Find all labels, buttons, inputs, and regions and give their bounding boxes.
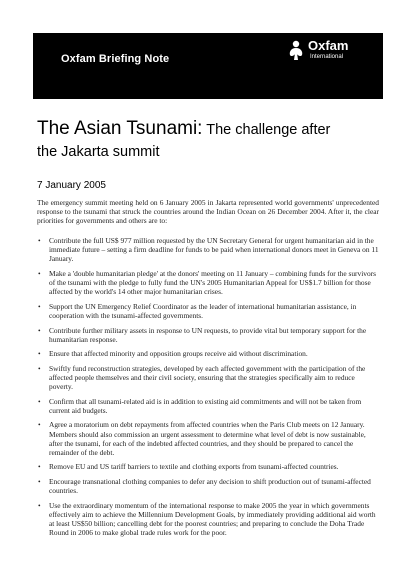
oxfam-wordmark: Oxfam <box>308 38 349 53</box>
oxfam-international-label: International <box>310 54 344 60</box>
bullet-icon: • <box>38 325 41 335</box>
bullet-icon: • <box>38 500 41 510</box>
list-item-text: Remove EU and US tariff barriers to textile and clothing exports from tsunami-affected countries. <box>49 462 339 472</box>
list-item <box>37 269 379 297</box>
list-item <box>37 326 379 344</box>
list-item <box>37 477 379 495</box>
bullet-icon: • <box>38 236 41 245</box>
list-item-text: Ensure that affected minority and opposition groups receive aid without discrimination. <box>49 349 308 359</box>
title-main: The Asian Tsunami: <box>37 118 203 139</box>
list-item <box>37 397 379 415</box>
priorities-list <box>37 236 379 543</box>
list-item-text: Encourage transnational clothing companies to defer any decision to shift production out of tsunami-affected countries. <box>49 476 371 496</box>
publication-date: 7 January 2005 <box>37 180 106 191</box>
briefing-note-label: Oxfam Briefing Note <box>61 53 170 65</box>
list-item-text: Agree a moratorium on debt repayments from affected countries when the Paris Club meets on 12 January. Members should also commission an urgent assessment to determine what level of debt is now sustainable, after the tsunami, for each of the indebted affected countries, and they should be prepared to cancel the remainder of the debt. <box>49 420 366 457</box>
bullet-icon: • <box>38 476 41 486</box>
list-item-text: Confirm that all tsunami-related aid is in addition to existing aid commitments and will not be taken from current aid budgets. <box>49 396 362 415</box>
list-item-text: Support the UN Emergency Relief Coordinator as the leader of international humanitarian assistance, in cooperation with the tsunami-affected governments. <box>49 301 357 321</box>
bullet-icon: • <box>38 363 41 373</box>
page-title <box>37 118 387 163</box>
bullet-icon: • <box>38 396 41 406</box>
list-item-text: Contribute further military assets in response to UN requests, to provide vital but temporary support for the humanitarian response. <box>49 325 367 344</box>
list-item <box>37 462 379 471</box>
header-banner <box>33 33 383 99</box>
list-item <box>37 236 379 264</box>
bullet-icon: • <box>38 268 41 278</box>
list-item <box>37 420 379 457</box>
list-item-text: Contribute the full US$ 977 million requested by the UN Secretary General for urgent humanitarian aid in the immediate future – setting a firm deadline for funds to be paid when international donors meet in Geneva on 11 January. <box>49 236 379 264</box>
title-subtitle-line2: the Jakarta summit <box>37 144 160 160</box>
title-subtitle-line1: The challenge after <box>202 122 331 138</box>
bullet-icon: • <box>38 301 41 311</box>
list-item <box>37 364 379 392</box>
oxfam-logo <box>286 39 376 69</box>
list-item-text: Use the extraordinary momentum of the international response to make 2005 the year in which governments effectively aim to achieve the Millennium Development Goals, by immediately providing additional aid worth at least US$50 billion; cancelling debt for the poorest countries; and preparing to conclude the Doha Trade Round in 2006 to make global trade rules work for the poor. <box>49 500 376 538</box>
bullet-icon: • <box>38 349 41 359</box>
bullet-icon: • <box>38 420 41 430</box>
list-item <box>37 302 379 320</box>
list-item <box>37 501 379 538</box>
oxfam-logo-icon <box>286 39 306 61</box>
intro-paragraph: The emergency summit meeting held on 6 January 2005 in Jakarta represented world governments' unprecedented response to the tsunami that struck the countries around the Indian Ocean on 26 December 2004. After it, the clear priorities for governments and others are to: <box>37 198 379 226</box>
bullet-icon: • <box>38 462 41 472</box>
list-item-text: Make a 'double humanitarian pledge' at the donors' meeting on 11 January – combining funds for the survivors of the tsunami with the pledge to fully fund the UN's 2005 Humanitarian Appeal for US$1.7 billion for those affected by the world's 14 other major humanitarian crises. <box>49 268 376 297</box>
list-item <box>37 349 379 358</box>
list-item-text: Swiftly fund reconstruction strategies, developed by each affected government with the participation of the affected people themselves and their civil society, ensuring that the strategies specifically aim to reduce poverty. <box>49 363 366 392</box>
